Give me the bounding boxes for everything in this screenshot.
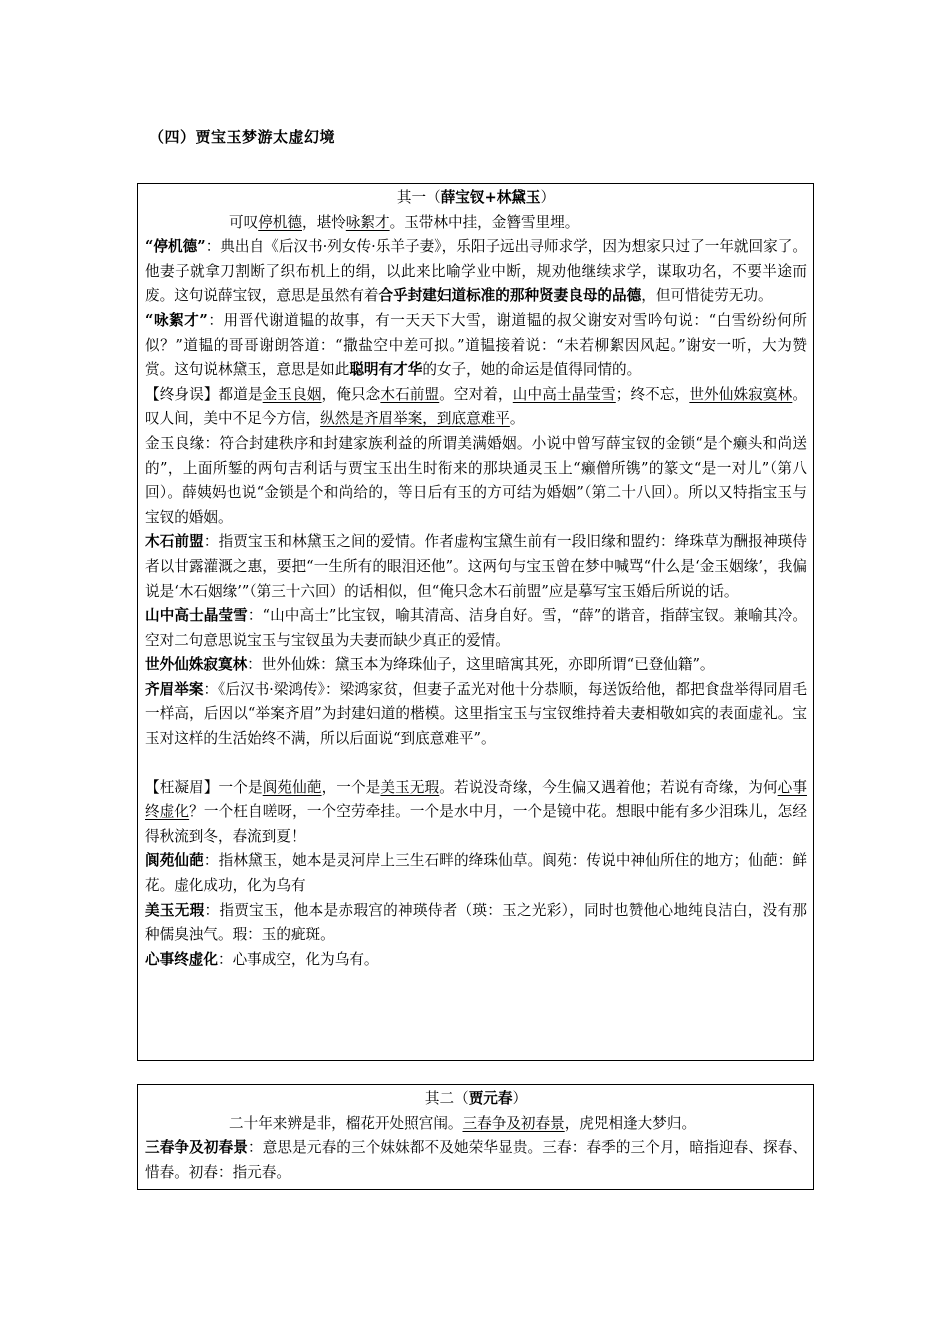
note-meiyuwuxia: 美玉无瑕：指贾宝玉，他本是赤瑕宫的神瑛侍者（瑛：玉之光彩），同时也赞他心地纯良洁白，没有那种儒臭浊气。瑕：玉的疵斑。	[145, 901, 807, 944]
note-langyuanxianpa: 阆苑仙葩：指林黛玉，她本是灵河岸上三生石畔的绛珠仙草。阆苑：传说中神仙所住的地方；仙葩：鲜花。虚化成功，化为乌有	[145, 852, 807, 895]
section2-title: 其二（贾元春）	[424, 1090, 528, 1107]
note-tingjide: “停机德”：典出自《后汉书·列女传·乐羊子妻》，乐阳子远出寻师求学，因为想家只过了一年就回家了。他妻子就拿刀割断了织布机上的绢，以此来比喻学业中断，规劝他继续求学，谋取功名，不要半途而废。这句说薛宝钗，意思是虽然有着合乎封建妇道标准的那种贤妻良母的品德，但可惜徒劳无功。	[145, 238, 807, 305]
song-zhongshenwu: 【终身误】都道是金玉良姻，俺只念木石前盟。空对着，山中高士晶莹雪；终不忘，世外仙姝寂寞林。叹人间，美中不足今方信，纵然是齐眉举案，到底意难平。	[145, 385, 807, 428]
section2-box	[137, 1084, 814, 1190]
section2-poem: 二十年来辨是非，榴花开处照宫闱。三春争及初春景，虎兕相逢大梦归。	[229, 1114, 697, 1132]
note-sanchunzhengji: 三春争及初春景：意思是元春的三个妹妹都不及她荣华显贵。三春：春季的三个月，暗指迎春、探春、惜春。初春：指元春。	[145, 1139, 807, 1181]
note-shiwaixianshu: 世外仙姝寂寞林：世外仙姝：黛玉本为绛珠仙子，这里暗寓其死，亦即所谓“已登仙籍”。	[145, 656, 715, 674]
note-xinshizhongxuhua: 心事终虚化：心事成空，化为乌有。	[145, 950, 379, 968]
song-wangningmei: 【枉凝眉】一个是阆苑仙葩，一个是美玉无瑕。若说没奇缘，今生偏又遇着他；若说有奇缘，为何心事终虚化？一个枉自嗟呀，一个空劳牵挂。一个是水中月，一个是镜中花。想眼中能有多少泪珠儿，怎经得秋流到冬，春流到夏！	[145, 778, 807, 845]
note-jinyuliangyuan: 金玉良缘：符合封建秩序和封建家族利益的所谓美满婚姻。小说中曾写薛宝钗的金锁“是个癞头和尚送的”，上面所錾的两句吉利话与贾宝玉出生时衔来的那块通灵玉上“癞僧所镌”的篆文“是一对儿”（第八回）。薛姨妈也说“金锁是个和尚给的，等日后有玉的方可结为婚姻”（第二十八回）。所以又特指宝玉与宝钗的婚姻。	[145, 434, 807, 526]
note-qimeijuan: 齐眉举案：《后汉书·梁鸿传》：梁鸿家贫，但妻子孟光对他十分恭顺，每送饭给他，都把食盘举得同眉毛一样高，后因以“举案齐眉”为封建妇道的楷模。这里指宝玉与宝钗维持着夫妻相敬如宾的表面虚礼。宝玉对这样的生活始终不满，所以后面说“到底意难平”。	[145, 680, 807, 748]
section1-box	[137, 183, 814, 1061]
note-mushiqianmeng: 木石前盟：指贾宝玉和林黛玉之间的爱情。作者虚构宝黛生前有一段旧缘和盟约：绛珠草为酬报神瑛侍者以甘露灌溉之惠，要把“一生所有的眼泪还他”。这两句与宝玉曾在梦中喊骂“什么是‘金玉姻缘’，我偏说是‘木石姻缘’”（第三十六回）的话相似，但“俺只念木石前盟”应是摹写宝玉婚后所说的话。	[145, 533, 807, 600]
section-heading: （四）贾宝玉梦游太虚幻境	[149, 128, 336, 146]
note-yongxucai: “咏絮才”：用晋代谢道韫的故事，有一天天下大雪，谢道韫的叔父谢安对雪吟句说：“白雪纷纷何所似？”道韫的哥哥谢朗答道：“撒盐空中差可拟。”道韫接着说：“未若柳絮因风起。”谢安一听，大为赞赏。这句说林黛玉，意思是如此聪明有才华的女子，她的命运是值得同情的。	[145, 311, 807, 379]
section1-poem: 可叹停机德，堪怜咏絮才。玉带林中挂，金簪雪里埋。	[229, 213, 580, 231]
spacer	[145, 752, 807, 776]
section1-title: 其一（薛宝钗+林黛玉）	[396, 189, 556, 206]
note-shanzhonggaoshi: 山中高士晶莹雪：“山中高士”比宝钗，喻其清高、洁身自好。雪，“薛”的谐音，指薛宝钗。兼喻其冷。空对二句意思说宝玉与宝钗虽为夫妻而缺少真正的爱情。	[145, 607, 807, 649]
